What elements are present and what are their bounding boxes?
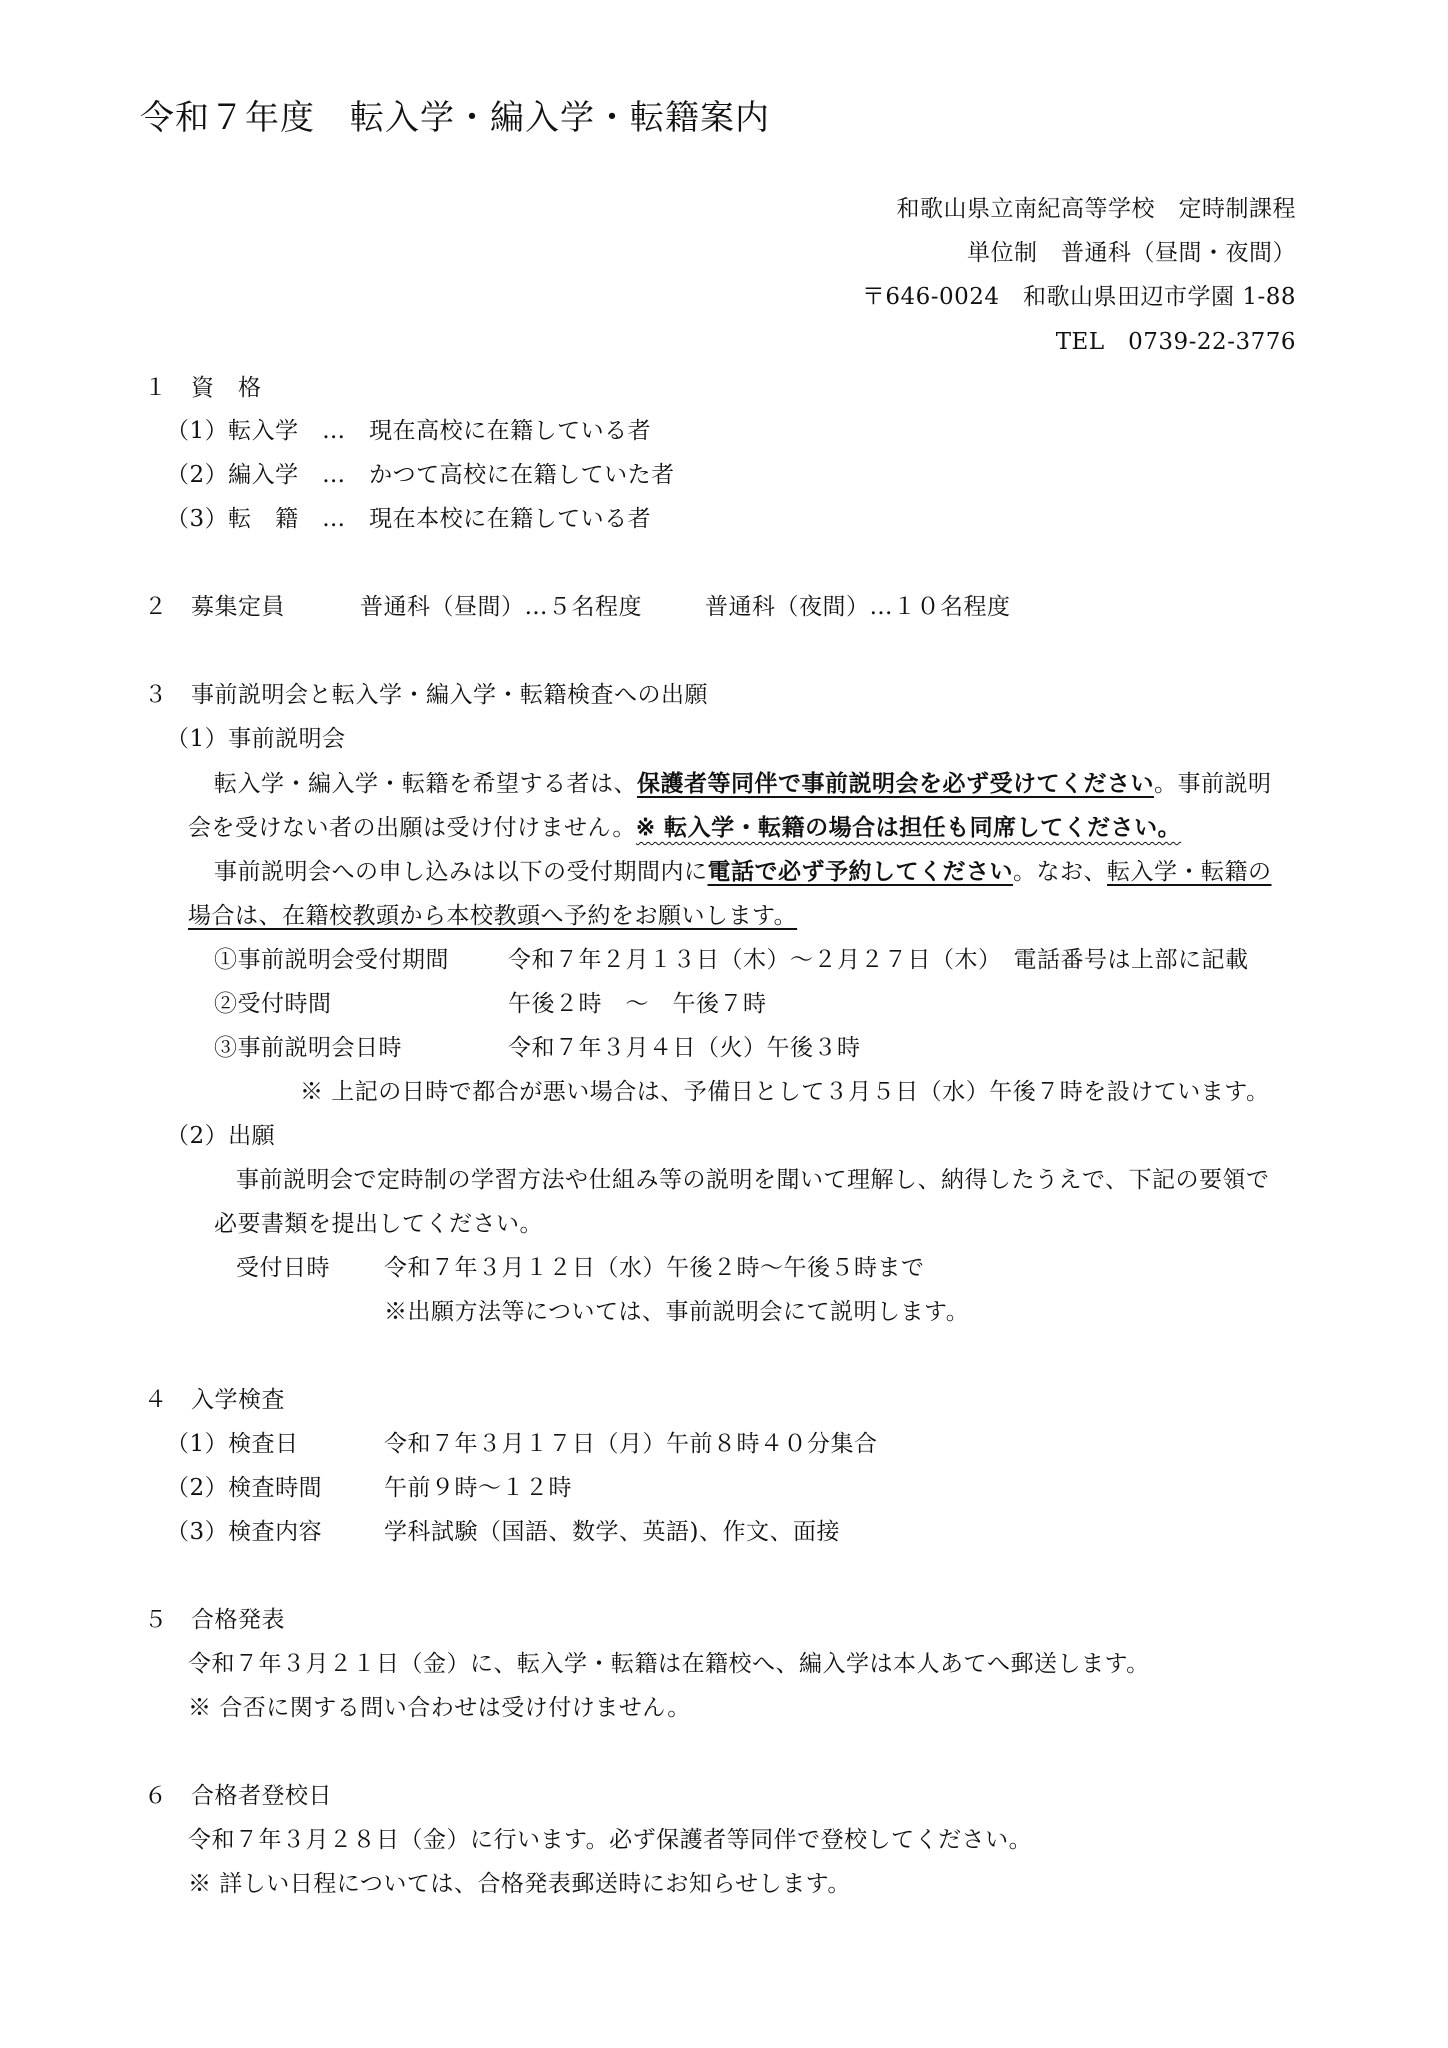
briefing-datetime-value: 令和７年３月４日（火）午後３時 [508, 1035, 861, 1061]
section-4-heading: ４ 入学検査 [144, 1387, 285, 1413]
exam-time-label: （2）検査時間 [166, 1475, 323, 1501]
attendance-day-text: 令和７年３月２８日（金）に行います。必ず保護者等同伴で登校してください。 [188, 1827, 1033, 1853]
exam-time-value: 午前９時～１２時 [384, 1475, 572, 1501]
briefing-paragraph-1: 転入学・編入学・転籍を希望する者は、保護者等同伴で事前説明会を必ず受けてください。事前説明 [214, 770, 1272, 797]
school-tel: TEL 0739-22-3776 [1055, 329, 1296, 355]
school-address: 〒646-0024 和歌山県田辺市学園 1-88 [861, 284, 1296, 310]
application-paragraph-cont: 必要書類を提出してください。 [214, 1211, 543, 1237]
exam-content-label: （3）検査内容 [166, 1519, 323, 1545]
reception-datetime-label: 受付日時 [236, 1255, 330, 1281]
briefing-period-value: 令和７年２月１３日（木）～２月２７日（木） 電話番号は上部に記載 [508, 947, 1249, 973]
qualification-item: （1）転入学 … 現在高校に在籍している者 [166, 418, 652, 444]
section-5-heading: ５ 合格発表 [144, 1607, 285, 1633]
reception-datetime-value: 令和７年３月１２日（水）午後２時～午後５時まで [384, 1255, 925, 1281]
section-2-heading: ２ 募集定員 [144, 594, 285, 620]
briefing-datetime-label: ③事前説明会日時 [214, 1035, 402, 1061]
exam-date-label: （1）検査日 [166, 1431, 299, 1457]
emphasis-teacher-attend: ※ 転入学・転籍の場合は担任も同席してください。 [635, 814, 1182, 841]
school-name: 和歌山県立南紀高等学校 定時制課程 [896, 196, 1296, 222]
reception-time-value: 午後２時 ～ 午後７時 [508, 991, 767, 1017]
underline-transfer-note: 転入学・転籍の [1107, 859, 1272, 885]
reserve-date-note: ※ 上記の日時で都合が悪い場合は、予備日として３月５日（水）午後７時を設けています。 [300, 1079, 1270, 1105]
application-method-note: ※出願方法等については、事前説明会にて説明します。 [384, 1299, 970, 1325]
briefing-paragraph-2: 事前説明会への申し込みは以下の受付期間内に電話で必ず予約してください。なお、転入学・転籍の [214, 858, 1272, 885]
capacity-day: 普通科（昼間）…５名程度 [360, 594, 642, 620]
section-6-heading: ６ 合格者登校日 [144, 1783, 332, 1809]
announcement-text: 令和７年３月２１日（金）に、転入学・転籍は在籍校へ、編入学は本人あてへ郵送します。 [188, 1651, 1150, 1677]
attendance-day-note: ※ 詳しい日程については、合格発表郵送時にお知らせします。 [188, 1871, 851, 1897]
exam-date-value: 令和７年３月１７日（月）午前８時４０分集合 [384, 1431, 878, 1457]
section-1-heading: １ 資 格 [144, 375, 262, 401]
exam-content-value: 学科試験（国語、数学、英語)、作文、面接 [384, 1519, 840, 1545]
page-title: 令和７年度 転入学・編入学・転籍案内 [140, 98, 770, 138]
announcement-note: ※ 合否に関する問い合わせは受け付けません。 [188, 1695, 691, 1721]
subsection-briefing: （1）事前説明会 [166, 726, 346, 752]
capacity-night: 普通科（夜間）…１０名程度 [705, 594, 1011, 620]
briefing-period-label: ①事前説明会受付期間 [214, 947, 449, 973]
section-3-heading: ３ 事前説明会と転入学・編入学・転籍検査への出願 [144, 682, 708, 708]
qualification-item: （2）編入学 … かつて高校に在籍していた者 [166, 462, 675, 488]
emphasis-guardian-required: 保護者等同伴で事前説明会を必ず受けてください [637, 770, 1154, 797]
qualification-item: （3）転 籍 … 現在本校に在籍している者 [166, 506, 652, 532]
reception-time-label: ②受付時間 [214, 991, 332, 1017]
subsection-application: （2）出願 [166, 1123, 276, 1149]
application-paragraph: 事前説明会で定時制の学習方法や仕組み等の説明を聞いて理解し、納得したうえで、下記の要領で [236, 1167, 1270, 1193]
course-name: 単位制 普通科（昼間・夜間） [967, 240, 1296, 266]
emphasis-phone-reservation: 電話で必ず予約してください [707, 858, 1013, 885]
briefing-paragraph-1-cont: 会を受けない者の出願は受け付けません。※ 転入学・転籍の場合は担任も同席してください。 [188, 814, 1182, 841]
briefing-paragraph-2-cont: 場合は、在籍校教頭から本校教頭へ予約をお願いします。 [188, 903, 798, 929]
